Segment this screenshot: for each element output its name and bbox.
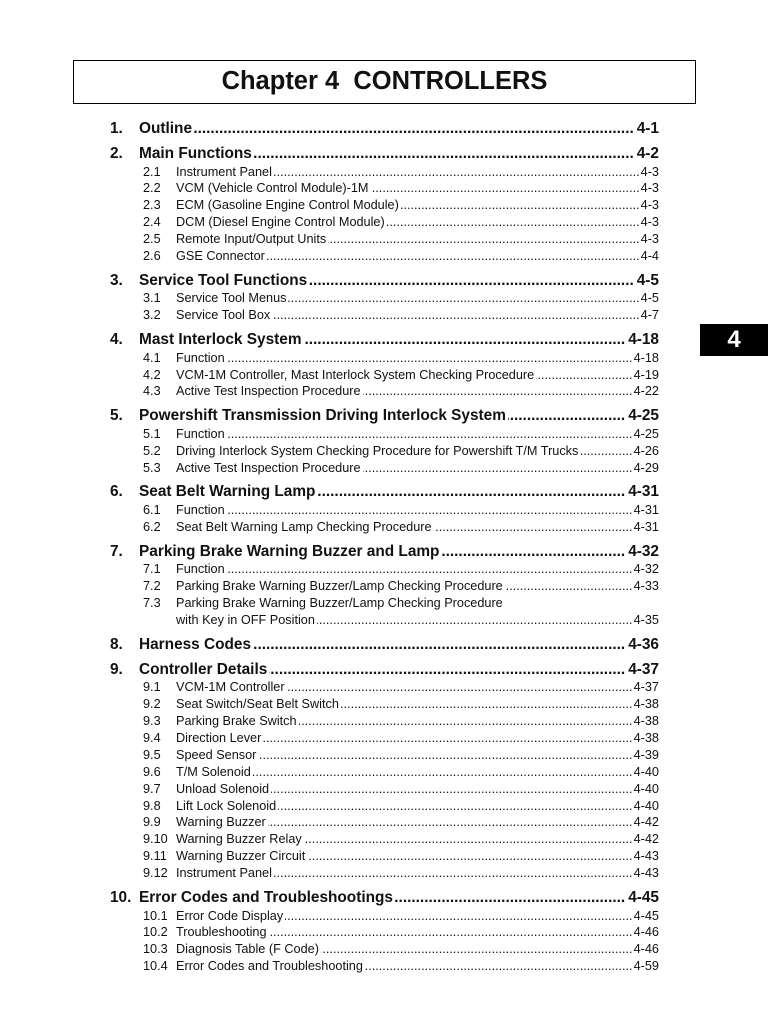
toc-subsection: [143, 443, 659, 460]
section-number: 4.: [110, 331, 123, 349]
toc-section: [110, 407, 659, 425]
section-title: Seat Belt Warning Lamp: [139, 483, 316, 501]
toc-subsection: [143, 561, 659, 578]
section-title: Service Tool Functions: [139, 271, 308, 289]
toc-subsection: [143, 367, 659, 384]
toc-subsection: [143, 519, 659, 536]
toc-subsection: [143, 350, 659, 367]
subsection-number: 2.3: [143, 198, 161, 213]
section-number: 7.: [110, 542, 123, 560]
dot-leader: [309, 272, 634, 290]
page-number: 4-40: [633, 798, 659, 813]
subsection-number: 5.1: [143, 426, 161, 441]
section-number: 10.: [110, 889, 132, 906]
toc-subsection: [143, 502, 659, 519]
section-title: Powershift Transmission Driving Interlock System: [139, 407, 506, 425]
subsection-number: 9.12: [143, 866, 168, 881]
toc-subsection: [143, 908, 659, 925]
subsection-number: 6.2: [143, 519, 161, 534]
subsection-title: Active Test Inspection Procedure: [176, 384, 361, 399]
toc-subsection: [143, 713, 659, 730]
subsection-title: GSE Connector: [176, 248, 265, 263]
dot-leader: [317, 483, 625, 501]
dot-leader: [304, 831, 633, 848]
toc-subsection: [143, 831, 659, 848]
page-number: 4-18: [628, 331, 659, 349]
section-number: 2.: [110, 145, 123, 162]
subsection-title: VCM-1M Controller: [176, 680, 285, 695]
page-number: 4-26: [633, 443, 659, 458]
dot-leader: [272, 307, 639, 324]
dot-leader: [304, 331, 626, 349]
dot-leader: [267, 248, 640, 265]
page-number: 4-3: [640, 215, 659, 230]
toc-subsection: [143, 231, 659, 248]
dot-leader: [371, 180, 640, 197]
subsection-number: 9.3: [143, 714, 161, 729]
dot-leader: [227, 502, 633, 519]
dot-leader: [434, 519, 633, 536]
subsection-number: 5.2: [143, 443, 161, 458]
section-title: Error Codes and Troubleshootings: [139, 889, 393, 906]
subsection-number: 9.7: [143, 781, 161, 796]
subsection-title: Troubleshooting: [176, 925, 267, 940]
section-title: Parking Brake Warning Buzzer and Lamp: [139, 542, 440, 560]
section-title: Main Functions: [139, 145, 252, 162]
toc-subsection: [143, 764, 659, 781]
page-number: 4-29: [633, 460, 659, 475]
toc-subsection: [143, 865, 659, 882]
subsection-title: DCM (Diesel Engine Control Module): [176, 215, 385, 230]
toc-section: [110, 889, 659, 907]
subsection-number: 10.3: [143, 942, 168, 957]
table-of-contents: [110, 120, 659, 975]
toc-section: [110, 145, 659, 163]
toc-subsection: [143, 307, 659, 324]
section-number: 5.: [110, 407, 123, 425]
dot-leader: [328, 231, 639, 248]
subsection-number: 2.1: [143, 164, 161, 179]
subsection-title: ECM (Gasoline Engine Control Module): [176, 198, 399, 213]
subsection-number: 10.1: [143, 908, 168, 923]
chapter-tab: [700, 324, 768, 356]
toc-subsection: [143, 958, 659, 975]
toc-subsection: [143, 180, 659, 197]
subsection-title: Driving Interlock System Checking Procedure for Powershift T/M Trucks: [176, 443, 579, 458]
page-number: 4-1: [636, 120, 659, 137]
dot-leader: [441, 543, 625, 561]
page-number: 4-37: [628, 660, 659, 678]
dot-leader: [253, 764, 633, 781]
toc-subsection: [143, 848, 659, 865]
subsection-title: Warning Buzzer Circuit: [176, 849, 306, 864]
dot-leader: [365, 958, 633, 975]
page-number: 4-59: [633, 959, 659, 974]
page-number: 4-3: [640, 198, 659, 213]
subsection-title: VCM-1M Controller, Mast Interlock System Checking Procedure: [176, 367, 535, 382]
subsection-number: 7.1: [143, 562, 161, 577]
dot-leader: [363, 460, 633, 477]
dot-leader: [307, 848, 632, 865]
subsection-number: 9.1: [143, 680, 161, 695]
subsection-title: Service Tool Menus: [176, 291, 287, 306]
toc-subsection: [143, 924, 659, 941]
toc-subsection: [143, 164, 659, 181]
subsection-number: 2.2: [143, 181, 161, 196]
section-title: Mast Interlock System: [139, 331, 302, 349]
subsection-number: 7.3: [143, 596, 161, 611]
toc-subsection: [143, 798, 659, 815]
subsection-title: Remote Input/Output Units: [176, 232, 327, 247]
subsection-number: 6.1: [143, 502, 161, 517]
page-number: 4-31: [628, 483, 659, 501]
section-title: Outline: [139, 120, 193, 137]
toc-subsection: [143, 747, 659, 764]
toc-section: [110, 661, 659, 679]
subsection-number: 10.4: [143, 959, 168, 974]
subsection-number: 9.2: [143, 697, 161, 712]
subsection-number: 9.9: [143, 815, 161, 830]
chapter-tab-label: 4: [727, 326, 741, 353]
page-number: 4-32: [633, 562, 659, 577]
section-title: Controller Details: [139, 660, 268, 678]
toc-section: [110, 272, 659, 290]
subsection-title: T/M Solenoid: [176, 764, 251, 779]
subsection-title: Speed Sensor: [176, 747, 257, 762]
subsection-number: 5.3: [143, 460, 161, 475]
dot-leader: [268, 814, 633, 831]
toc-subsection: [143, 426, 659, 443]
subsection-title: Parking Brake Warning Buzzer/Lamp Checking Procedure: [176, 596, 503, 611]
subsection-title: Function: [176, 426, 225, 441]
toc-subsection: [143, 941, 659, 958]
toc-subsection: [143, 696, 659, 713]
toc-subsection: [143, 730, 659, 747]
dot-leader: [288, 290, 639, 307]
page-number: 4-19: [633, 367, 659, 382]
subsection-number: 10.2: [143, 925, 168, 940]
subsection-number: 9.4: [143, 730, 161, 745]
page-number: 4-31: [633, 502, 659, 517]
toc-section: [110, 483, 659, 501]
page-number: 4-43: [633, 849, 659, 864]
subsection-title: Warning Buzzer Relay: [176, 832, 302, 847]
subsection-number: 9.8: [143, 798, 161, 813]
page-number: 4-5: [636, 271, 659, 289]
page-number: 4-38: [633, 697, 659, 712]
toc-subsection: [143, 197, 659, 214]
page-number: 4-25: [633, 426, 659, 441]
subsection-title: Diagnosis Table (F Code): [176, 942, 319, 957]
dot-leader: [317, 612, 633, 629]
toc-subsection-continued: [143, 612, 659, 629]
dot-leader: [274, 164, 640, 181]
toc-section: [110, 331, 659, 349]
page-number: 4-42: [633, 832, 659, 847]
dot-leader: [395, 889, 625, 907]
page-number: 4-33: [633, 579, 659, 594]
toc-subsection: [143, 781, 659, 798]
toc-section: [110, 636, 659, 654]
section-number: 9.: [110, 660, 123, 678]
subsection-title: Error Code Display: [176, 908, 284, 923]
dot-leader: [194, 120, 634, 138]
dot-leader: [580, 443, 632, 460]
subsection-number: 4.1: [143, 350, 161, 365]
subsection-title: Unload Solenoid: [176, 781, 270, 796]
page-number: 4-36: [628, 635, 659, 653]
toc-subsection: [143, 460, 659, 477]
page-number: 4-22: [633, 384, 659, 399]
subsection-number: 4.3: [143, 384, 161, 399]
page-number: 4-38: [633, 730, 659, 745]
subsection-title: Service Tool Box: [176, 308, 271, 323]
toc-subsection: [143, 595, 659, 612]
subsection-title: Function: [176, 350, 225, 365]
chapter-title: Chapter 4 CONTROLLERS: [221, 67, 548, 96]
subsection-title: Function: [176, 562, 225, 577]
chapter-title-box: [73, 60, 696, 104]
toc-subsection: [143, 383, 659, 400]
page-number: 4-31: [633, 519, 659, 534]
page-number: 4-42: [633, 815, 659, 830]
subsection-number: 2.4: [143, 215, 161, 230]
subsection-title: Function: [176, 502, 225, 517]
dot-leader: [299, 713, 633, 730]
dot-leader: [271, 781, 632, 798]
subsection-title: Instrument Panel: [176, 866, 272, 881]
dot-leader: [341, 696, 633, 713]
page-number: 4-3: [640, 164, 659, 179]
dot-leader: [269, 661, 625, 679]
subsection-title: VCM (Vehicle Control Module)-1M: [176, 181, 369, 196]
dot-leader: [508, 407, 625, 425]
page-number: 4-45: [633, 908, 659, 923]
subsection-title-continued: with Key in OFF Position: [176, 612, 315, 627]
section-number: 1.: [110, 120, 123, 137]
toc-subsection: [143, 814, 659, 831]
dot-leader: [227, 350, 633, 367]
subsection-number: 4.2: [143, 367, 161, 382]
toc-section: [110, 120, 659, 138]
subsection-number: 9.5: [143, 747, 161, 762]
page-number: 4-32: [628, 542, 659, 560]
page-number: 4-46: [633, 925, 659, 940]
dot-leader: [253, 636, 625, 654]
subsection-title: Seat Belt Warning Lamp Checking Procedure: [176, 519, 432, 534]
dot-leader: [387, 214, 640, 231]
dot-leader: [263, 730, 632, 747]
subsection-number: 9.11: [143, 849, 167, 864]
subsection-number: 7.2: [143, 579, 161, 594]
dot-leader: [274, 865, 633, 882]
subsection-title: Parking Brake Switch: [176, 714, 297, 729]
dot-leader: [401, 197, 640, 214]
page-number: 4-46: [633, 942, 659, 957]
subsection-number: 9.6: [143, 764, 161, 779]
subsection-title: Instrument Panel: [176, 164, 272, 179]
dot-leader: [258, 747, 632, 764]
dot-leader: [254, 145, 634, 163]
dot-leader: [505, 578, 633, 595]
subsection-title: Parking Brake Warning Buzzer/Lamp Checking Procedure: [176, 579, 503, 594]
subsection-title: Error Codes and Troubleshooting: [176, 959, 363, 974]
toc-subsection: [143, 214, 659, 231]
page-number: 4-45: [628, 889, 659, 906]
page-number: 4-39: [633, 747, 659, 762]
page-number: 4-40: [633, 781, 659, 796]
section-title: Harness Codes: [139, 635, 252, 653]
subsection-number: 2.5: [143, 232, 161, 247]
subsection-number: 3.1: [143, 291, 161, 306]
dot-leader: [287, 679, 633, 696]
page-number: 4-25: [628, 407, 659, 425]
page-number: 4-38: [633, 714, 659, 729]
page-number: 4-35: [633, 612, 659, 627]
toc-subsection: [143, 578, 659, 595]
subsection-title: Direction Lever: [176, 730, 262, 745]
page-number: 4-37: [633, 680, 659, 695]
toc-subsection: [143, 248, 659, 265]
subsection-title: Lift Lock Solenoid: [176, 798, 277, 813]
dot-leader: [227, 426, 633, 443]
subsection-title: Seat Switch/Seat Belt Switch: [176, 697, 339, 712]
subsection-number: 2.6: [143, 248, 161, 263]
toc-subsection: [143, 679, 659, 696]
page-number: 4-3: [640, 232, 659, 247]
section-number: 8.: [110, 635, 123, 653]
dot-leader: [536, 367, 632, 384]
subsection-title: Warning Buzzer: [176, 815, 266, 830]
page-number: 4-5: [640, 291, 659, 306]
dot-leader: [363, 383, 633, 400]
dot-leader: [227, 561, 633, 578]
subsection-number: 9.10: [143, 832, 168, 847]
page-number: 4-43: [633, 866, 659, 881]
subsection-title: Active Test Inspection Procedure: [176, 460, 361, 475]
toc-subsection: [143, 290, 659, 307]
dot-leader: [278, 798, 632, 815]
page-number: 4-2: [636, 145, 659, 162]
section-number: 3.: [110, 271, 123, 289]
dot-leader: [269, 924, 633, 941]
page-number: 4-3: [640, 181, 659, 196]
dot-leader: [321, 941, 633, 958]
page-number: 4-7: [640, 308, 659, 323]
page-number: 4-18: [633, 350, 659, 365]
page-number: 4-4: [640, 248, 659, 263]
page-number: 4-40: [633, 764, 659, 779]
section-number: 6.: [110, 483, 123, 501]
dot-leader: [285, 908, 632, 925]
toc-section: [110, 543, 659, 561]
subsection-number: 3.2: [143, 308, 161, 323]
